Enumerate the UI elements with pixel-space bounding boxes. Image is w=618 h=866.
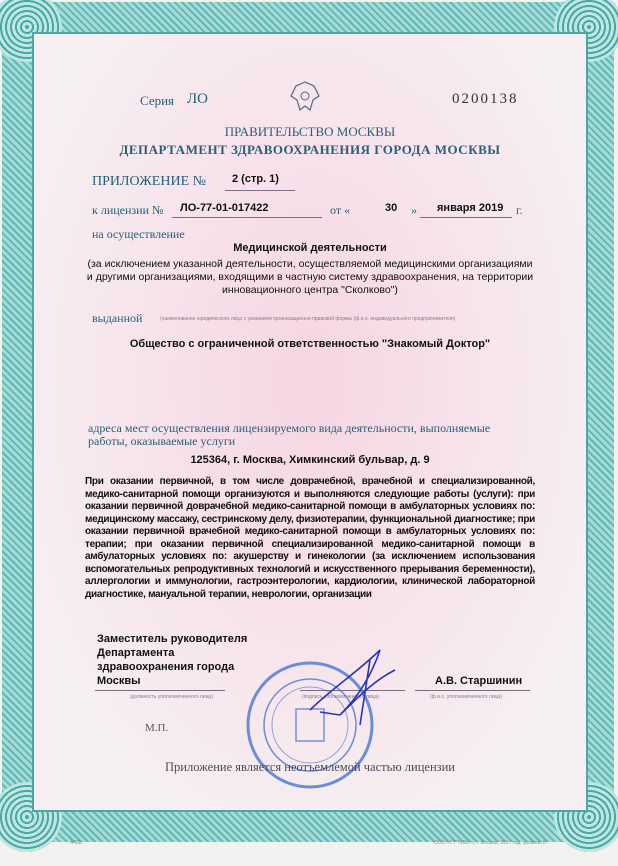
issued-caption: (наименование юридического лица с указанием организационно-правовой формы (ф.и.о. индивидуального предпринимателя) — [160, 316, 456, 322]
form-number: 0200138 — [452, 91, 519, 107]
government-title: ПРАВИТЕЛЬСТВО МОСКВЫ — [224, 124, 396, 139]
year-suffix: г. — [516, 203, 523, 217]
department-title: ДЕПАРТАМЕНТ ЗДРАВООХРАНЕНИЯ ГОРОДА МОСКВЫ — [119, 142, 501, 157]
name-caption: (ф.и.о. уполномоченного лица) — [430, 694, 502, 700]
form-code: А428 — [70, 840, 82, 846]
activity-label: на осуществление — [92, 227, 185, 241]
activity-description: (за исключением указанной деятельности, осуществляемой медицинскими организациями и другими организациями, входящими в частную систему здравоохранения, на территории инновационного центра "Сколково") — [86, 258, 534, 296]
license-day: 30 — [385, 202, 398, 214]
appendix-number: 2 (стр. 1) — [232, 173, 279, 185]
issued-label: выданной — [92, 311, 143, 325]
organization-name: Общество с ограниченной ответственностью "Знакомый Доктор" — [129, 338, 491, 350]
position-line: здравоохранения города — [97, 661, 235, 673]
footer-note: Приложение является неотъемлемой частью лицензии — [165, 760, 455, 774]
series-label: Серия — [140, 93, 175, 108]
position-line: Москвы — [97, 675, 141, 687]
printer-info: ООО «ГТ"ТИМ»», г. Москва, 2017 год, уровень В — [434, 840, 547, 846]
close-quote: » — [411, 203, 417, 217]
seal-place-label: М.П. — [145, 722, 169, 734]
signatory-name: А.В. Старшинин — [435, 675, 523, 687]
date-from-label: от « — [330, 203, 351, 217]
address-value: 125364, г. Москва, Химкинский бульвар, д. 9 — [190, 454, 430, 466]
license-number: ЛО-77-01-017422 — [180, 202, 269, 214]
activity-title: Медицинской деятельности — [233, 242, 387, 254]
license-label: к лицензии № — [92, 203, 164, 217]
services-text: При оказании первичной, в том числе доврачебной, врачебной и специализированной, медико-санитарной помощи организуются и выполняются следующие работы (услуги): при оказании первичной доврачебной медико-санитарной помощи в амбулаторных условиях по: медицинскому массажу, сестринскому делу, физиотерапии, функциональной диагностике; при оказании первичной врачебной медико-санитарной помощи в амбулаторных условиях по: терапии; при оказании первичной специализированной медико-санитарной помощи в амбулаторных условиях по: акушерству и гинекологии (за исключением использования вспомогательных репродуктивных технологий и искусственного прерывания беременности), аллергологии и иммунологии, гастроэнтерологии, кардиологии, клинической лабораторной диагностике, мануальной терапии, неврологии, организации — [85, 476, 535, 600]
position-caption: (должность уполномоченного лица) — [130, 694, 213, 700]
address-label: адреса мест осуществления лицензируемого вида деятельности, выполняемые работы, оказываемые услуги — [88, 421, 491, 448]
appendix-label: ПРИЛОЖЕНИЕ № — [92, 174, 206, 189]
coat-of-arms-icon — [288, 78, 322, 114]
signature-caption: (подпись уполномоченного лица) — [302, 694, 379, 700]
position-line: Заместитель руководителя — [97, 633, 248, 645]
series-value: ЛО — [187, 91, 209, 107]
signature — [300, 640, 410, 730]
signatory-position — [97, 632, 247, 688]
license-month-year: января 2019 — [437, 202, 504, 214]
position-line: Департамента — [97, 647, 175, 659]
